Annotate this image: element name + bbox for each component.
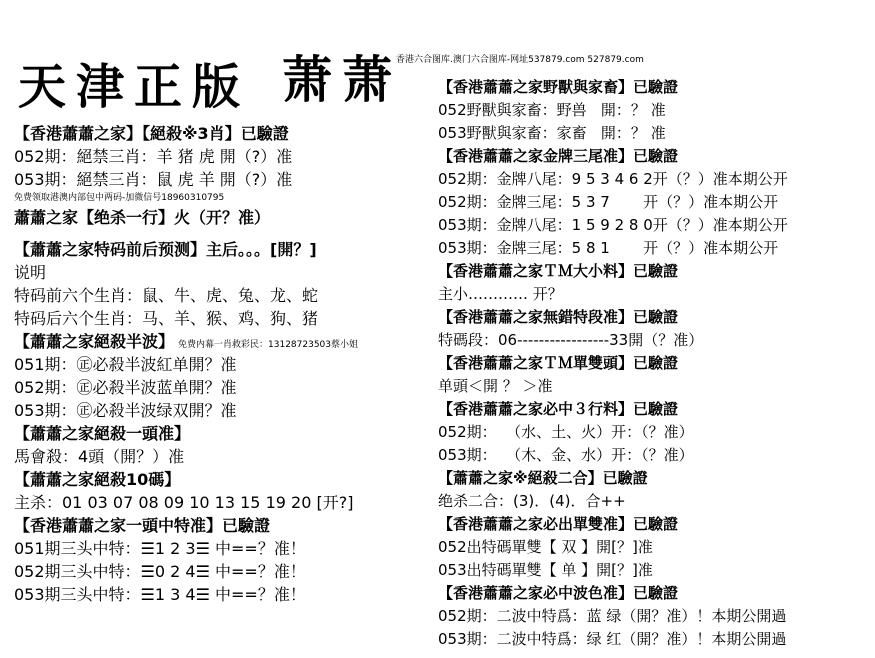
section-heading: 【香港蕭蕭之家ＴＭ大小料】已驗證 xyxy=(438,262,679,280)
section-heading: 【蕭蕭之家絕殺10碼】 xyxy=(14,470,181,489)
section-heading: 【香港蕭蕭之家野獸與家畜】已驗證 xyxy=(438,78,679,96)
line: 单頭＜開 ？ ＞准 xyxy=(438,377,553,395)
title-main: 天津正版 xyxy=(18,59,251,115)
section-heading: 【香港蕭蕭之家一頭中特准】已驗證 xyxy=(14,516,271,535)
line: 053期三头中特：☰1 3 4☰ 中==？准！ xyxy=(14,585,306,604)
section-heading: 【香港蕭蕭之家必中波色准】已驗證 xyxy=(438,584,679,602)
line: 052期：二波中特爲：蓝 绿（開？准）！本期公開過 xyxy=(438,607,787,625)
title-name: 萧萧 xyxy=(282,50,402,109)
line: 053出特碼單雙【 单 】開[？]准 xyxy=(438,561,653,579)
section-heading-text: 【蕭蕭之家絕殺半波】 xyxy=(14,332,175,351)
section-heading: 【香港蕭蕭之家必中３行料】已驗證 xyxy=(438,400,679,418)
line: 053野獸與家畜：家畜 開：？ 准 xyxy=(438,124,666,142)
line: 052期：㊣必殺半波蓝单開？准 xyxy=(14,378,237,397)
site-url: 香港六合图库.澳门六合图库-网址537879.com 527879.com xyxy=(396,55,644,65)
line: 052野獸與家畜：野兽 開：？ 准 xyxy=(438,101,666,119)
line: 绝杀二合：(3)．(4)．合++ xyxy=(438,492,626,510)
line: 053期：金牌三尾：5 8 1 开（？）准本期公开 xyxy=(438,239,779,257)
section-heading: 【香港蕭蕭之家必出單雙准】已驗證 xyxy=(438,515,679,533)
line: 053期：㊣必殺半波绿双開？准 xyxy=(14,401,237,420)
contact-note: 免费领取港澳内部包中两码-加微信号18960310795 xyxy=(14,193,225,203)
line: 053期：金牌八尾：1 5 9 2 8 0开（？）准本期公开 xyxy=(438,216,788,234)
line: 053期：絕禁三肖：鼠 虎 羊 開（?）准 xyxy=(14,170,293,189)
line: 主小………… 开？ xyxy=(438,285,563,303)
section-heading: 【香港蕭蕭之家無錯特段准】已驗證 xyxy=(438,308,679,326)
line: 053期： （木、金、水）开：（？准） xyxy=(438,446,694,464)
section-heading: 蕭蕭之家【绝杀一行】火（开？准） xyxy=(14,208,271,227)
line: 特码后六个生肖：马、羊、猴、鸡、狗、猪 xyxy=(14,309,319,328)
line: 特码前六个生肖：鼠、牛、虎、兔、龙、蛇 xyxy=(14,286,319,305)
spacer xyxy=(14,229,422,238)
section-heading: 【蕭蕭之家絕殺一頭准】 xyxy=(14,424,191,443)
section-heading: 【香港蕭蕭之家】【絕殺※3肖】已驗證 xyxy=(14,124,289,143)
section-heading: 【香港蕭蕭之家ＴＭ單雙頭】已驗證 xyxy=(438,354,679,372)
line: 052期：絕禁三肖：羊 猪 虎 開（?）准 xyxy=(14,147,293,166)
line: 主杀：01 03 07 08 09 10 13 15 19 20 [开?] xyxy=(14,493,354,512)
line: 说明 xyxy=(14,263,47,282)
section-heading: 【蕭蕭之家特码前后预测】主后。。。[開？] xyxy=(14,240,317,259)
line: 052期：金牌八尾：9 5 3 4 6 2开（？）准本期公开 xyxy=(438,170,788,188)
line: 052期：金牌三尾：5 3 7 开（？）准本期公开 xyxy=(438,193,779,211)
left-column xyxy=(14,122,422,606)
line: 052期： （水、土、火）开：（？准） xyxy=(438,423,694,441)
line: 馬會殺：4頭（開？）准 xyxy=(14,447,185,466)
line: 052期三头中特：☰0 2 4☰ 中==？准！ xyxy=(14,562,306,581)
line: 特碼段：06-----------------33開（？准） xyxy=(438,331,704,349)
section-heading: 【香港蕭蕭之家金牌三尾准】已驗證 xyxy=(438,147,679,165)
line: 053期：二波中特爲：绿 红（開？准）！本期公開過 xyxy=(438,630,787,648)
section-heading: 【蕭蕭之家※絕殺二合】已驗證 xyxy=(438,469,648,487)
line: 052出特碼單雙【 双 】開[？]准 xyxy=(438,538,653,556)
line: 051期：㊣必殺半波紅单開？准 xyxy=(14,355,237,374)
line: 051期三头中特：☰1 2 3☰ 中==？准！ xyxy=(14,539,306,558)
section-heading xyxy=(14,330,422,353)
contact-note: 免费内幕一肖救彩民：13128723503蔡小姐 xyxy=(178,340,359,350)
right-column xyxy=(438,76,870,651)
